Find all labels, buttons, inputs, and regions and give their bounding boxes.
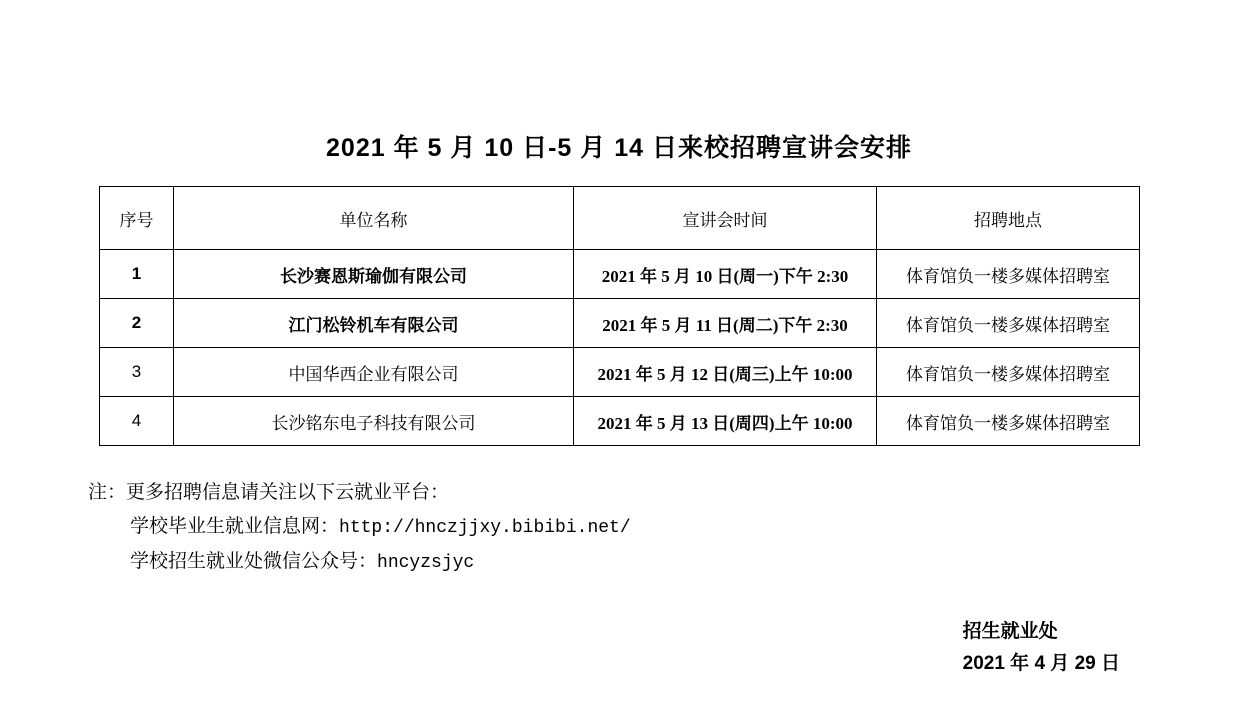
notes-section [88,476,1238,580]
cell-time: 2021 年 5 月 10 日(周一)下午 2:30 [574,250,877,299]
wechat-label: 学校招生就业处微信公众号： [130,551,378,572]
cell-time: 2021 年 5 月 11 日(周二)下午 2:30 [574,299,877,348]
cell-index: 2 [100,299,174,348]
cell-place: 体育馆负一楼多媒体招聘室 [877,250,1140,299]
column-header-unit: 单位名称 [174,187,574,250]
cell-place: 体育馆负一楼多媒体招聘室 [877,348,1140,397]
signature-date: 2021 年 4 月 29 日 [962,653,1120,674]
cell-time: 2021 年 5 月 12 日(周三)上午 10:00 [574,348,877,397]
column-header-index: 序号 [100,187,174,250]
cell-place: 体育馆负一楼多媒体招聘室 [877,299,1140,348]
notes-line-intro: 注：更多招聘信息请关注以下云就业平台： [88,482,450,503]
recruitment-schedule-table [99,186,1140,446]
table-row [100,348,1140,397]
schedule-table-container [99,186,1139,446]
table-row [100,250,1140,299]
website-label: 学校毕业生就业信息网： [130,516,340,537]
cell-unit: 长沙铭东电子科技有限公司 [174,397,574,446]
cell-index: 1 [100,250,174,299]
notes-line-wechat [88,545,1238,580]
notes-line-website [88,510,1238,545]
wechat-account: hncyzsjyc [377,553,475,573]
signature-block [963,616,1120,680]
table-row [100,299,1140,348]
cell-index: 4 [100,397,174,446]
cell-place: 体育馆负一楼多媒体招聘室 [877,397,1140,446]
cell-unit: 江门松铃机车有限公司 [174,299,574,348]
cell-unit: 中国华西企业有限公司 [174,348,574,397]
table-row [100,397,1140,446]
cell-time: 2021 年 5 月 13 日(周四)上午 10:00 [574,397,877,446]
column-header-time: 宣讲会时间 [574,187,877,250]
cell-unit: 长沙赛恩斯瑜伽有限公司 [174,250,574,299]
page-title: 2021 年 5 月 10 日-5 月 14 日来校招聘宣讲会安排 [326,134,912,162]
website-url: http://hnczjjxy.bibibi.net/ [339,518,631,538]
column-header-place: 招聘地点 [877,187,1140,250]
table-header-row [100,187,1140,250]
cell-index: 3 [100,348,174,397]
signature-department: 招生就业处 [962,621,1058,642]
